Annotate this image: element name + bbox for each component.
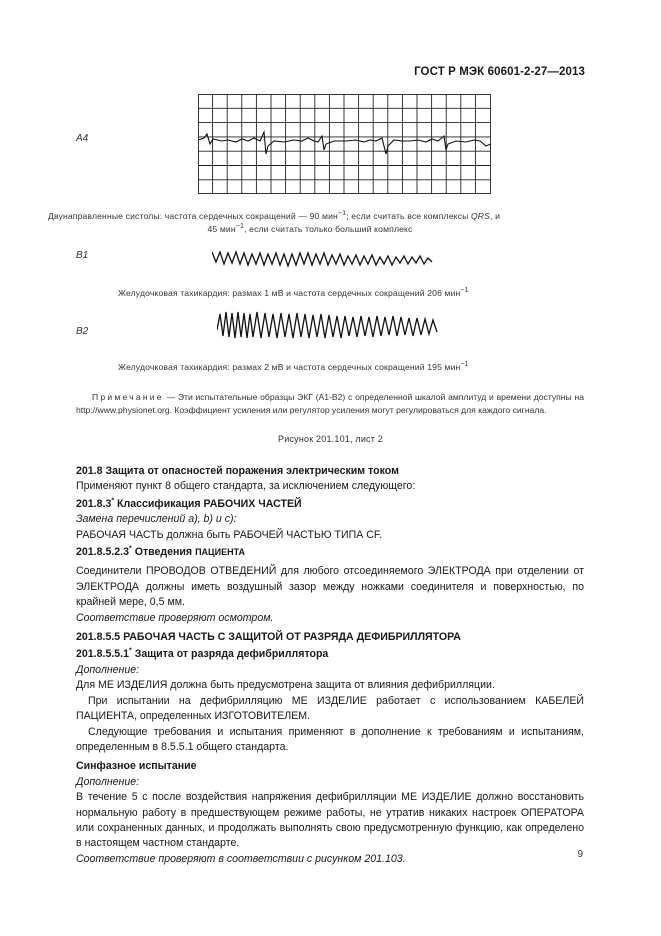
paragraph-italic: Соответствие проверяют в соответствии с рисунком 201.103.: [76, 852, 406, 865]
ecg-a4-caption-text: Двунаправленные систолы: частота сердечных сокращений — 90 мин: [48, 211, 338, 221]
section-number: 201.8.5.2.3: [76, 546, 130, 559]
paragraph-italic: Дополнение:: [76, 663, 140, 676]
caption-exponent: −1: [460, 287, 469, 295]
figure-note: [76, 391, 584, 416]
section-title: Защита от опасностей поражения электрическим током: [105, 465, 399, 477]
paragraph: В течение 5 с после воздействия напряжения дефибрилляции МЕ ИЗДЕЛИЕ должно восстановить нормальную работу в предшествующем режиме работы, не утратив никаких настроек ОПЕРАТОРА или сохраненных данных, и продолжать выполнять свою предусмотренную функцию, как определено в настоящем частном стандарте.: [76, 791, 584, 850]
caption-qrs: QRS: [470, 211, 491, 221]
ecg-b2-trace: [217, 304, 439, 346]
ecg-a4-grid-trace: [198, 94, 491, 194]
caption-text: Желудочковая тахикардия: размах 2 мВ и частота сердечных сокращений 195 мин: [118, 362, 461, 372]
section-mark: *: [129, 647, 132, 655]
ecg-a4-caption: [48, 210, 608, 236]
caption-text: , если считать только больший комплекс: [244, 224, 413, 234]
caption-text: Желудочковая тахикардия: размах 1 мВ и частота сердечных сокращений 206 мин: [118, 288, 461, 298]
section-title: Отведения: [134, 546, 196, 559]
caption-exponent: −1: [235, 223, 245, 231]
section-201-8-5-2-3-heading: [76, 545, 584, 560]
section-title: Защита от разряда дефибриллятора: [134, 648, 329, 661]
caption-text: , и: [490, 211, 501, 221]
document-header: ГОСТ Р МЭК 60601-2-27—2013: [414, 66, 585, 78]
subsection-heading: Синфазное испытание: [76, 760, 197, 773]
section-201-8-5-5-heading: [76, 630, 584, 645]
section-mark: *: [111, 497, 115, 505]
ecg-b2-label: B2: [76, 326, 89, 337]
paragraph: Следующие требования и испытания применяют в дополнение к требованиям и испытаниям, определенным в 8.5.5.1 общего стандарта.: [76, 725, 584, 753]
ecg-b1-trace: [212, 244, 434, 274]
paragraph: РАБОЧАЯ ЧАСТЬ должна быть РАБОЧЕЙ ЧАСТЬЮ ТИПА CF.: [76, 528, 383, 541]
section-number: 201.8.5.5.1: [76, 648, 130, 661]
ecg-a4-label: A4: [76, 133, 89, 144]
ecg-b1-caption: [118, 287, 469, 300]
paragraph: Соединители ПРОВОДОВ ОТВЕДЕНИЙ для любого отсоединяемого ЭЛЕКТРОДА при отделении от ЭЛЕКТРОДА должны иметь воздушный зазор между ножками соединителя и поверхностью, по крайней мере, 0,5 мм.: [76, 565, 584, 609]
main-text: [76, 464, 584, 867]
section-mark: *: [129, 545, 132, 553]
section-number: 201.8.3: [76, 497, 112, 510]
note-label: Примечание: [92, 392, 164, 402]
section-number: 201.8: [76, 465, 103, 477]
ecg-b2-caption: [118, 361, 469, 374]
section-title: РАБОЧАЯ ЧАСТЬ С ЗАЩИТОЙ ОТ РАЗРЯДА ДЕФИБРИЛЛЯТОРА: [123, 631, 461, 644]
section-number: 201.8.5.5: [76, 631, 121, 644]
section-201-8-5-5-1-heading: [76, 647, 584, 662]
caption-text: ; если считать все комплексы: [346, 211, 471, 221]
paragraph-italic: Дополнение:: [76, 775, 140, 788]
section-201-8-heading: [76, 464, 584, 479]
section-title-smallcaps: ПАЦИЕНТА: [195, 547, 246, 558]
caption-exponent: −1: [337, 210, 347, 218]
section-title: Классификация РАБОЧИХ ЧАСТЕЙ: [117, 497, 302, 510]
paragraph: Для МЕ ИЗДЕЛИЯ должна быть предусмотрена защита от влияния дефибрилляции.: [76, 679, 495, 692]
ecg-b1-label: B1: [76, 250, 89, 261]
caption-text: 45 мин: [207, 224, 236, 234]
section-201-8-3-heading: [76, 497, 584, 512]
paragraph-italic: Замена перечислений a), b) и c):: [76, 513, 237, 526]
caption-exponent: −1: [460, 361, 469, 369]
figure-title: Рисунок 201.101, лист 2: [278, 434, 383, 444]
paragraph-italic: Соответствие проверяют осмотром.: [76, 611, 274, 624]
page-number: 9: [577, 849, 583, 860]
paragraph: Применяют пункт 8 общего стандарта, за исключением следующего:: [76, 480, 416, 493]
paragraph: При испытании на дефибрилляцию МЕ ИЗДЕЛИЕ работает с использованием КАБЕЛЕЙ ПАЦИЕНТА, определенных ИЗГОТОВИТЕЛЕМ.: [76, 694, 584, 723]
note-text: — Эти испытательные образцы ЭКГ (А1-В2) с определенной шкалой амплитуд и времени доступны на http://www.physionet.org. Коэффициент усиления или регулятор усиления могут регулироваться для каждого сигнала.: [76, 392, 584, 415]
